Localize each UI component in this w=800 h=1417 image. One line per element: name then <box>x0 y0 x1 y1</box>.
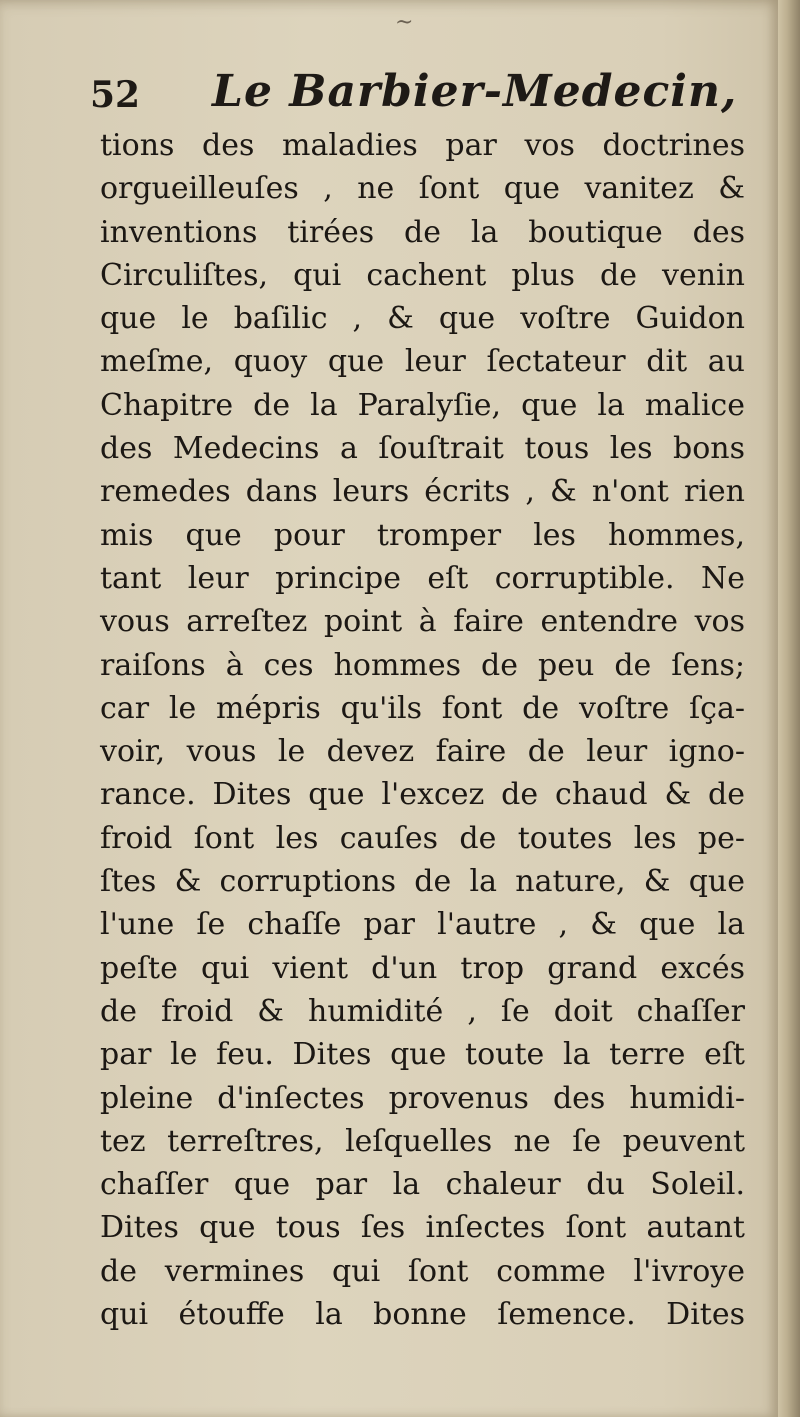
text-line: Dites que tous ſes inſectes ſont autant <box>100 1210 745 1246</box>
text-line: que le baſilic , & que voſtre Guidon <box>100 301 745 337</box>
text-line: chaſſer que par la chaleur du Soleil. <box>100 1167 745 1203</box>
text-line: de froid & humidité , ſe doit chaſſer <box>100 993 745 1029</box>
text-line: orgueilleuſes , ne ſont que vanitez & <box>100 171 745 207</box>
text-line: meſme, quoy que leur ſectateur dit au <box>100 344 745 380</box>
page-header <box>90 66 738 126</box>
text-line: raiſons à ces hommes de peu de ſens; <box>100 647 745 683</box>
text-line: peſte qui vient d'un trop grand excés <box>100 950 745 986</box>
running-title: Le Barbier-Medecin, <box>212 66 738 117</box>
text-line: mis que pour tromper les hommes, <box>100 517 745 553</box>
text-line: Circuliſtes, qui cachent plus de venin <box>100 257 745 293</box>
text-line: tions des maladies par vos doctrines <box>100 128 745 163</box>
text-line: Chapitre de la Paralyſie, que la malice <box>100 387 745 423</box>
text-line: inventions tirées de la boutique des <box>100 214 745 250</box>
page-number: 52 <box>90 74 141 116</box>
text-line: de vermines qui ſont comme l'ivroye <box>100 1253 745 1289</box>
text-line: ſtes & corruptions de la nature, & que <box>100 864 745 900</box>
text-line: voir, vous le devez faire de leur igno- <box>100 734 745 770</box>
text-line: par le feu. Dites que toute la terre eſt <box>100 1037 745 1073</box>
text-line: tant leur principe eſt corruptible. Ne <box>100 560 745 596</box>
text-line: des Medecins a ſouſtrait tous les bons <box>100 431 745 467</box>
text-line: remedes dans leurs écrits , & n'ont rien <box>100 474 745 510</box>
text-line: rance. Dites que l'excez de chaud & de <box>100 777 745 813</box>
top-ornament: ~ <box>395 10 414 35</box>
text-line: vous arreſtez point à faire entendre vos <box>100 604 745 640</box>
text-line: car le mépris qu'ils font de voſtre ſça- <box>100 690 745 726</box>
text-line: qui étouffe la bonne ſemence. Dites <box>100 1297 745 1333</box>
text-line: pleine d'inſectes provenus des humidi- <box>100 1080 745 1116</box>
text-line: tez terreſtres, leſquelles ne ſe peuvent <box>100 1123 745 1159</box>
body-text <box>100 124 745 1336</box>
text-line: froid ſont les cauſes de toutes les pe- <box>100 820 745 856</box>
text-line: l'une ſe chaſſe par l'autre , & que la <box>100 907 745 943</box>
page-edge <box>778 0 800 1417</box>
